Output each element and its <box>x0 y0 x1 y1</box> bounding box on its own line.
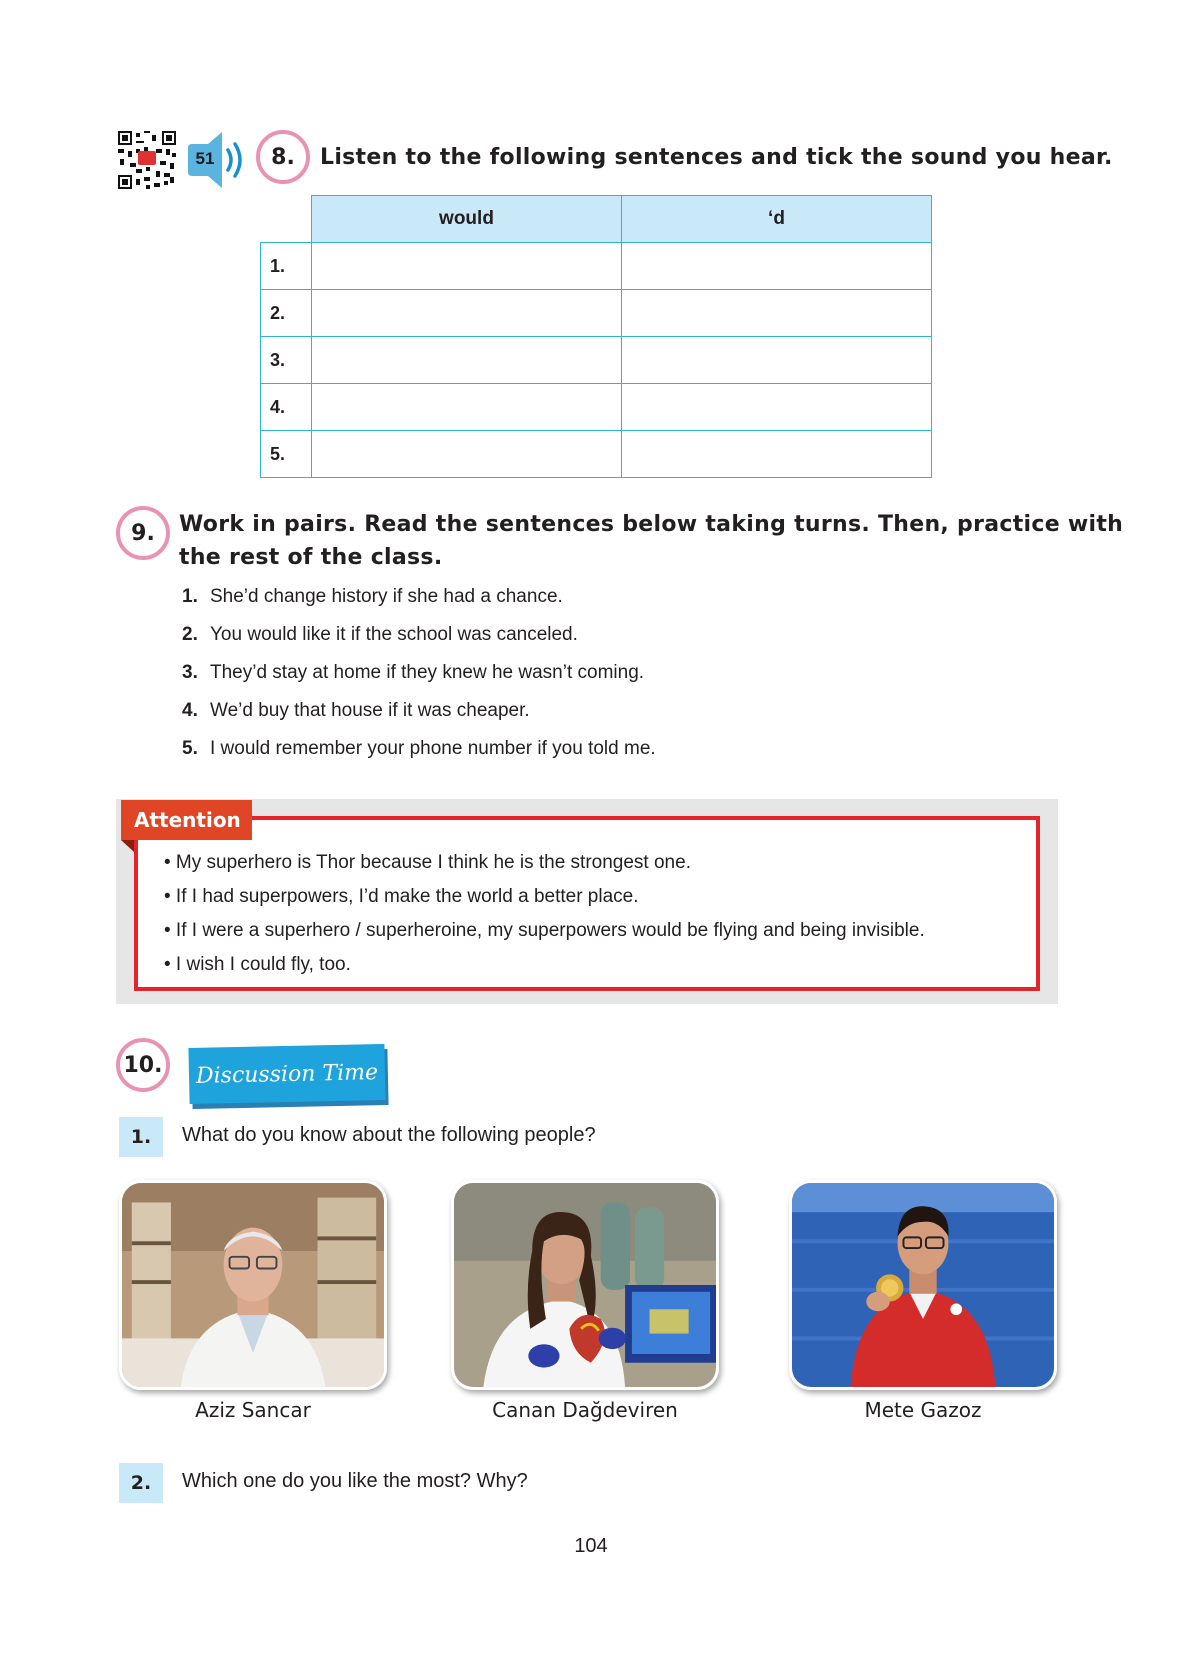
exercise-8-heading: Listen to the following sentences and tick the sound you hear. <box>320 145 1113 170</box>
list-item: 4. We’d buy that house if it was cheaper. <box>182 700 530 721</box>
table-row <box>261 290 932 337</box>
tick-cell-would[interactable] <box>312 243 622 290</box>
attention-label: Attention <box>121 800 252 840</box>
tick-cell-would[interactable] <box>312 337 622 384</box>
person-name-canan-dagdeviren: Canan Dağdeviren <box>492 1398 678 1422</box>
list-item: 2. You would like it if the school was canceled. <box>182 624 578 645</box>
sound-tick-table <box>260 195 932 478</box>
person-name-mete-gazoz: Mete Gazoz <box>864 1398 982 1422</box>
list-item: • If I had superpowers, I’d make the world a better place. <box>164 886 639 907</box>
tick-cell-d[interactable] <box>622 337 932 384</box>
row-number: 3. <box>261 337 312 384</box>
table-header-row <box>261 196 932 243</box>
list-item: • I wish I could fly, too. <box>164 954 351 975</box>
table-row <box>261 384 932 431</box>
table-row <box>261 337 932 384</box>
qr-code[interactable] <box>118 131 176 189</box>
row-number: 5. <box>261 431 312 478</box>
attention-list <box>164 852 925 988</box>
page-number: 104 <box>574 1535 608 1557</box>
list-item: • My superhero is Thor because I think he is the strongest one. <box>164 852 691 873</box>
tick-cell-would[interactable] <box>312 290 622 337</box>
tick-cell-would[interactable] <box>312 431 622 478</box>
list-item: • If I were a superhero / superheroine, my superpowers would be flying and being invisible. <box>164 920 925 941</box>
sentence-list <box>182 586 656 776</box>
tick-cell-d[interactable] <box>622 243 932 290</box>
attention-tab-fold <box>121 840 134 852</box>
list-item: 5. I would remember your phone number if you told me. <box>182 738 656 759</box>
row-number: 4. <box>261 384 312 431</box>
photo-aziz-sancar <box>119 1180 387 1390</box>
audio-track-number: 51 <box>195 149 215 168</box>
column-header-would: would <box>312 196 622 243</box>
tick-cell-would[interactable] <box>312 384 622 431</box>
table-row <box>261 431 932 478</box>
photo-canan-dagdeviren <box>451 1180 719 1390</box>
person-name-aziz-sancar: Aziz Sancar <box>195 1398 311 1422</box>
row-number: 1. <box>261 243 312 290</box>
exercise-number-8: 8. <box>256 130 310 184</box>
table-row <box>261 243 932 290</box>
question-number-1: 1. <box>119 1117 163 1157</box>
question-2-text: Which one do you like the most? Why? <box>182 1470 528 1492</box>
exercise-number-10: 10. <box>116 1038 170 1092</box>
discussion-time-banner: Discussion Time <box>188 1044 385 1104</box>
list-item: 1. She’d change history if she had a chance. <box>182 586 563 607</box>
photo-mete-gazoz <box>789 1180 1057 1390</box>
exercise-9-heading-line1: Work in pairs. Read the sentences below taking turns. Then, practice with <box>179 512 1124 537</box>
audio-track-badge[interactable] <box>184 130 254 190</box>
exercise-number-9: 9. <box>116 506 170 560</box>
question-1-text: What do you know about the following people? <box>182 1124 596 1146</box>
exercise-9-heading-line2: the rest of the class. <box>179 545 443 570</box>
list-item: 3. They’d stay at home if they knew he wasn’t coming. <box>182 662 645 683</box>
tick-cell-d[interactable] <box>622 290 932 337</box>
question-number-2: 2. <box>119 1463 163 1503</box>
row-number: 2. <box>261 290 312 337</box>
tick-cell-d[interactable] <box>622 431 932 478</box>
tick-cell-d[interactable] <box>622 384 932 431</box>
column-header-d: ‘d <box>622 196 932 243</box>
